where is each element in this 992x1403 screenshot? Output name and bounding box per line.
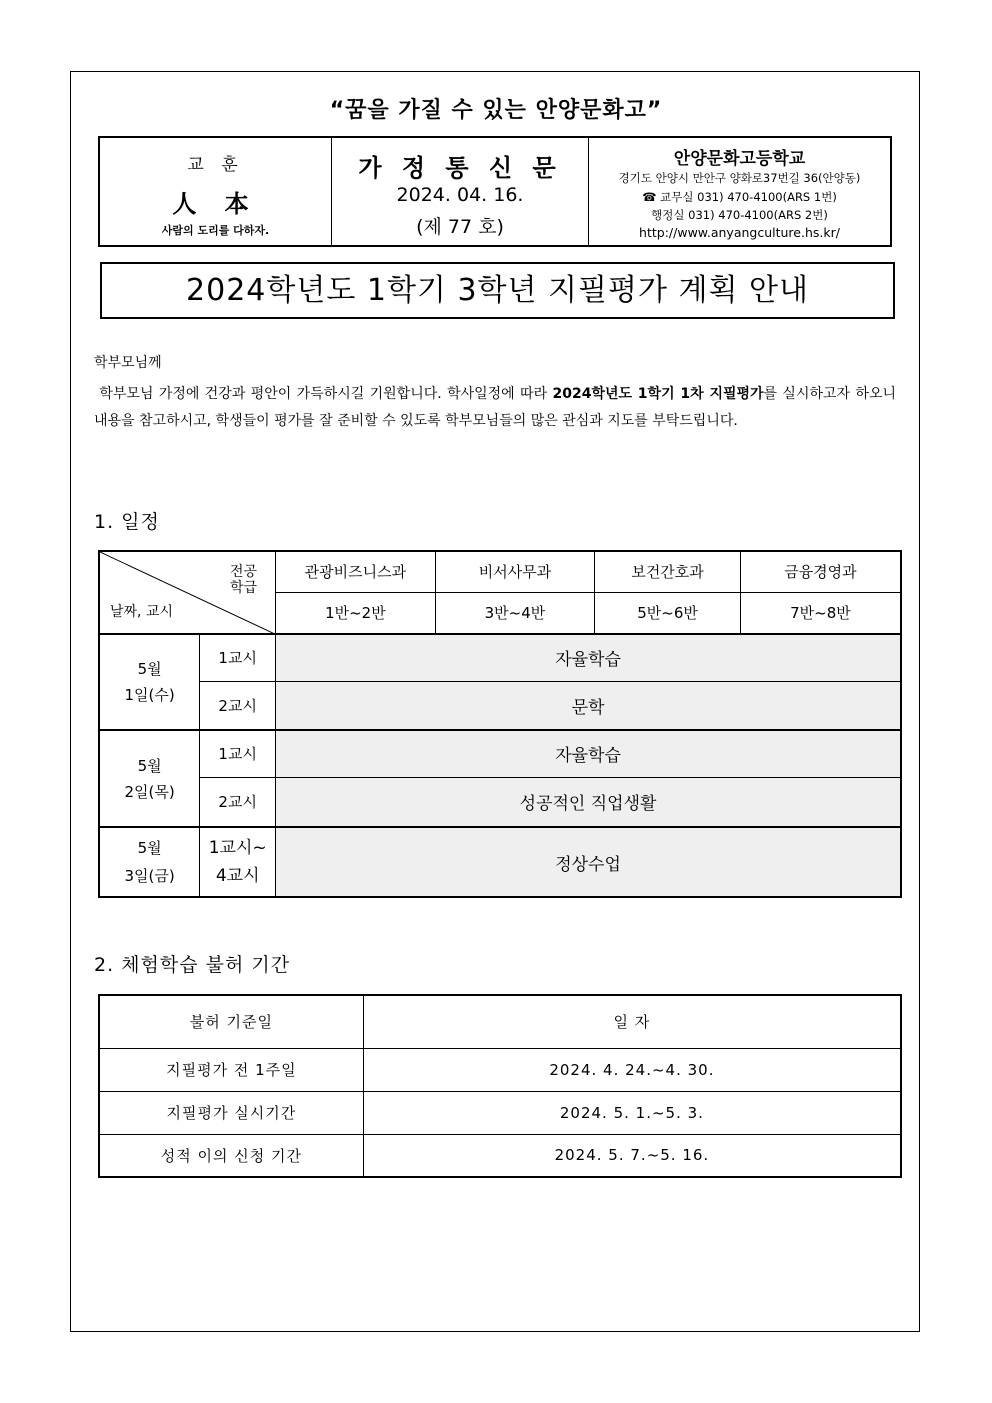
- intro-paragraph: [94, 381, 896, 435]
- school-slogan: “꿈을 가질 수 있는 안양문화고”: [329, 98, 663, 123]
- period-cell: 2교시: [200, 681, 276, 730]
- phone-admin: 행정실 031) 470-4100(ARS 2번): [651, 208, 828, 222]
- corner-label-class: 학급: [230, 580, 258, 596]
- restriction-dates: 2024. 5. 1.~5. 3.: [363, 1091, 901, 1134]
- restriction-basis: 지필평가 전 1주일: [99, 1048, 363, 1091]
- class-header: 3반~4반: [435, 592, 595, 634]
- subject-cell: 문학: [276, 681, 901, 730]
- school-info-box: [589, 138, 890, 245]
- newsletter-date: 2024. 04. 16.: [396, 184, 524, 206]
- newsletter-header: [98, 136, 892, 247]
- major-header: 금융경영과: [740, 551, 901, 592]
- period-cell: 1교시: [200, 730, 276, 777]
- date-cell: [99, 730, 200, 827]
- restriction-table: [98, 994, 902, 1178]
- restriction-dates: 2024. 5. 7.~5. 16.: [363, 1134, 901, 1177]
- period-start: 1교시~: [208, 838, 267, 858]
- restriction-dates: 2024. 4. 24.~4. 30.: [363, 1048, 901, 1091]
- restriction-basis: 지필평가 실시기간: [99, 1091, 363, 1134]
- class-header: 5반~6반: [595, 592, 741, 634]
- period-cell: 2교시: [200, 777, 276, 827]
- class-header: 7반~8반: [740, 592, 901, 634]
- period-cell: [200, 827, 276, 897]
- document-title: 2024학년도 1학기 3학년 지필평가 계획 안내: [100, 262, 895, 319]
- class-header: 1반~2반: [276, 592, 436, 634]
- date-day: 1일(수): [124, 686, 175, 704]
- motto-subtitle: 사람의 도리를 다하자.: [161, 224, 270, 237]
- date-month: 5월: [137, 660, 162, 678]
- intro-text-1: 학부모님 가정에 건강과 평안이 가득하시길 기원합니다. 학사일정에 따라: [99, 386, 553, 402]
- newsletter-issue: (제 77 호): [416, 216, 504, 238]
- intro-text-2: 를 실시하고자 하오니 내용을 참고하시고, 학생들이 평가를 잘 준비할 수 있도록 학부모님들의 많은 관심과 지도를 부탁드립니다.: [94, 386, 896, 429]
- table-corner-cell: [99, 551, 276, 634]
- period-cell: 1교시: [200, 634, 276, 681]
- subject-cell: 성공적인 직업생활: [276, 777, 901, 827]
- school-website-link[interactable]: http://www.anyangculture.hs.kr/: [639, 225, 840, 240]
- motto-label: 교 훈: [187, 155, 244, 175]
- date-cell: [99, 634, 200, 730]
- schedule-table: [98, 550, 902, 898]
- newsletter-box: [332, 138, 589, 245]
- corner-label-major: 전공: [230, 564, 258, 580]
- date-day: 2일(목): [124, 782, 175, 801]
- major-header: 관광비즈니스과: [276, 551, 436, 592]
- restriction-basis: 성적 이의 신청 기간: [99, 1134, 363, 1177]
- phone-academic: ☎ 교무실 031) 470-4100(ARS 1번): [642, 190, 837, 204]
- date-cell: [99, 827, 200, 897]
- date-month: 5월: [137, 756, 162, 775]
- greeting: 학부모님께: [94, 355, 162, 371]
- major-header: 비서사무과: [435, 551, 595, 592]
- period-end: 4교시: [215, 866, 260, 886]
- date-day: 3일(금): [124, 867, 175, 885]
- major-header: 보건간호과: [595, 551, 741, 592]
- date-month: 5월: [137, 839, 162, 857]
- motto-box: [100, 138, 332, 245]
- corner-label-bottom: 날짜, 교시: [110, 604, 173, 620]
- subject-cell: 자율학습: [276, 634, 901, 681]
- newsletter-title: 가 정 통 신 문: [358, 154, 562, 182]
- motto: 人 本: [172, 189, 259, 218]
- intro-text-bold: 2024학년도 1학기 1차 지필평가: [552, 386, 764, 402]
- subject-cell: 정상수업: [276, 827, 901, 897]
- school-address: 경기도 안양시 만안구 양화로37번길 36(안양동): [618, 171, 861, 185]
- restriction-header: 불허 기준일: [99, 995, 363, 1048]
- subject-cell: 자율학습: [276, 730, 901, 777]
- school-name: 안양문화고등학교: [673, 149, 806, 169]
- section-heading-restriction: 2. 체험학습 불허 기간: [94, 954, 291, 976]
- restriction-header: 일 자: [363, 995, 901, 1048]
- section-heading-schedule: 1. 일정: [94, 511, 160, 533]
- corner-label-top: [230, 564, 257, 596]
